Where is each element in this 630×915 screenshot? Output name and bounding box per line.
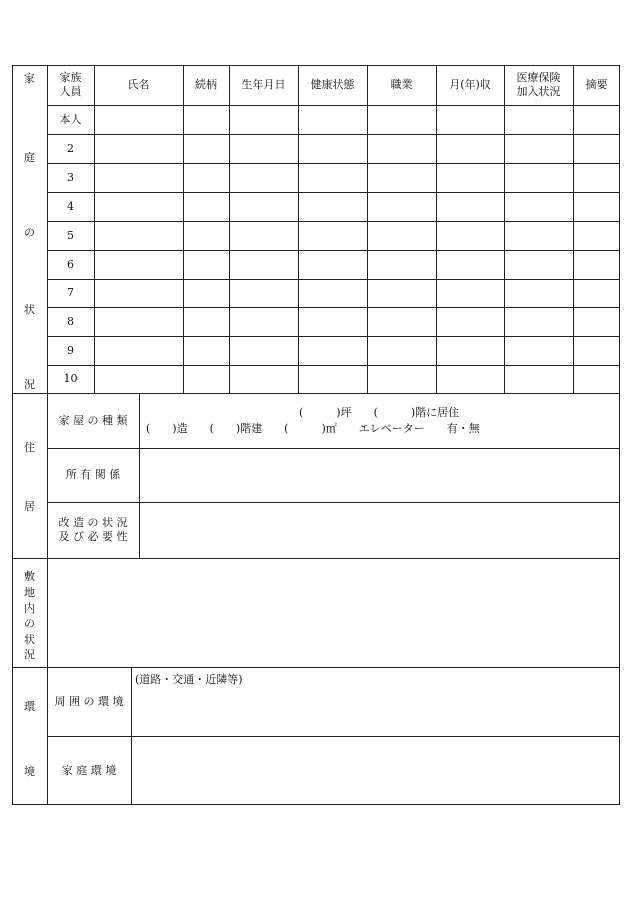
environment-side-char: 環 xyxy=(24,700,35,713)
row-divider xyxy=(47,250,620,251)
col-divider xyxy=(94,65,95,393)
family-side-char: の xyxy=(24,226,35,239)
header-relationship: 続柄 xyxy=(195,78,217,91)
row-label: 6 xyxy=(67,257,74,271)
header-income: 月(年)収 xyxy=(449,78,491,91)
row-divider xyxy=(47,221,620,222)
renovation-label: 改 造 の 状 況 及 び 必 要 性 xyxy=(58,516,128,543)
row-label: 5 xyxy=(67,228,74,242)
family-side-char: 家 xyxy=(24,72,35,85)
environment-row-divider xyxy=(47,736,620,737)
row-divider xyxy=(47,279,620,280)
row-divider xyxy=(47,336,620,337)
col-divider xyxy=(183,65,184,393)
col-divider xyxy=(229,65,230,393)
ownership-label: 所 有 関 係 xyxy=(65,468,121,481)
house-type-label: 家 屋 の 種 類 xyxy=(58,413,128,427)
header-remarks: 摘要 xyxy=(585,78,608,91)
header-birthdate: 生年月日 xyxy=(241,78,286,91)
row-divider xyxy=(47,307,620,308)
family-side-char: 況 xyxy=(24,378,35,391)
header-family-member: 家族 人員 xyxy=(59,71,82,98)
row-label: 8 xyxy=(67,314,74,328)
family-side-char: 状 xyxy=(24,303,35,316)
row-label: 9 xyxy=(67,343,74,357)
col-divider xyxy=(436,65,437,393)
family-side-char: 庭 xyxy=(24,151,35,164)
row-divider xyxy=(47,134,620,135)
col-divider xyxy=(573,65,574,393)
row-label: 7 xyxy=(67,286,74,299)
row-label: 2 xyxy=(67,141,74,155)
row-label: 本人 xyxy=(59,112,82,126)
housing-section-bottom xyxy=(12,558,620,559)
site-side-char: 状 xyxy=(24,633,35,646)
header-occupation: 職業 xyxy=(390,78,413,91)
header-health: 健康状態 xyxy=(310,78,355,91)
housing-side-char: 住 xyxy=(24,441,35,454)
house-type-line2: ( )造 ( )階建 ( )㎡ エレベーター 有・無 xyxy=(146,422,480,435)
row-label: 10 xyxy=(63,372,78,385)
col-divider xyxy=(367,65,368,393)
col-divider xyxy=(504,65,505,393)
row-label: 3 xyxy=(67,170,74,184)
header-insurance: 医療保険 加入状況 xyxy=(516,71,561,98)
row-label: 4 xyxy=(67,199,74,213)
site-side-char: 内 xyxy=(24,602,35,615)
family-header-divider xyxy=(47,105,620,106)
row-divider xyxy=(47,365,620,366)
row-divider xyxy=(47,163,620,164)
site-side-char: 況 xyxy=(24,648,35,661)
surroundings-note: (道路・交通・近隣等) xyxy=(135,673,243,686)
site-side-char: 敷 xyxy=(24,570,35,583)
header-name: 氏名 xyxy=(127,78,150,91)
col-divider xyxy=(298,65,299,393)
row-divider xyxy=(47,192,620,193)
housing-label-divider xyxy=(139,393,140,558)
site-side-char: 地 xyxy=(24,586,35,599)
environment-side-char: 境 xyxy=(24,765,35,778)
site-side-char: の xyxy=(24,617,35,630)
surroundings-label: 周 囲 の 環 境 xyxy=(54,694,124,708)
family-environment-label: 家 庭 環 境 xyxy=(61,763,117,777)
housing-side-char: 居 xyxy=(24,500,35,513)
house-type-line1: ( )坪 ( )階に居住 xyxy=(299,406,460,419)
